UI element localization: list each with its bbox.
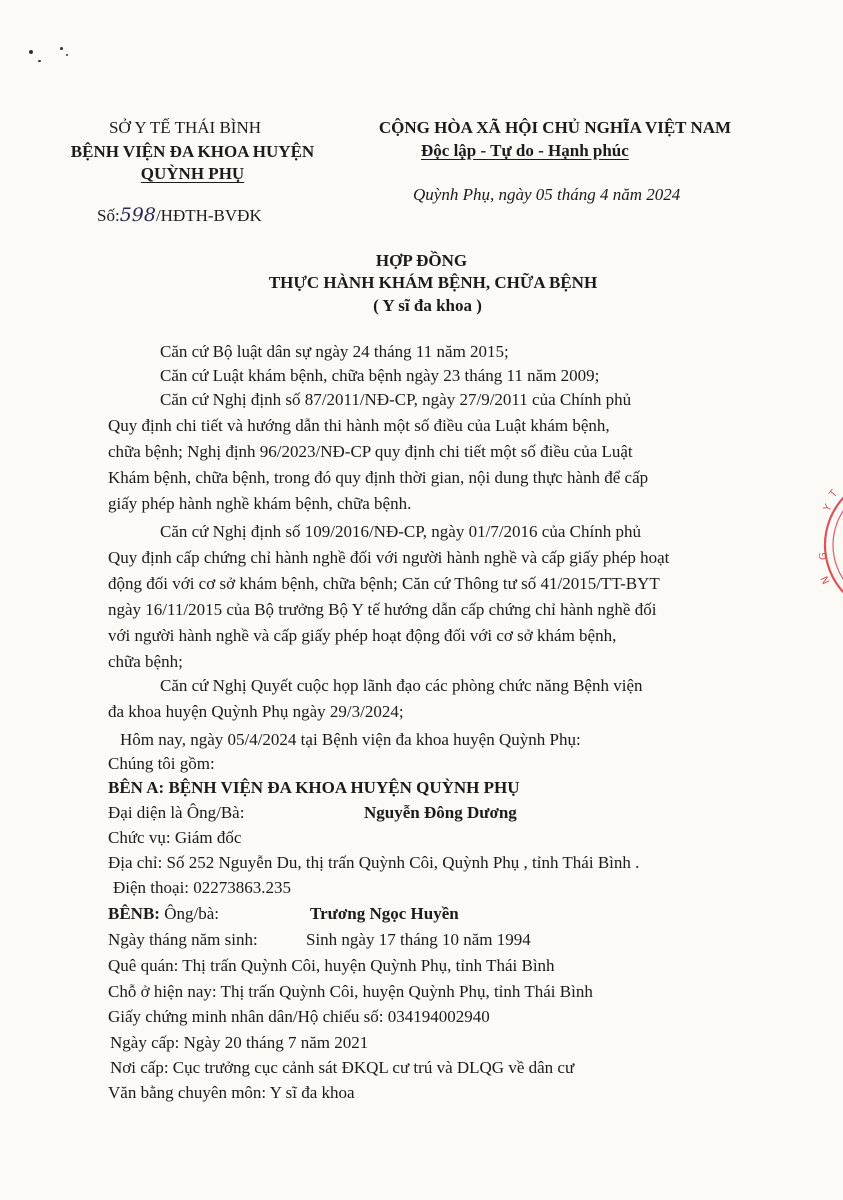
hospital-district: QUỲNH PHỤ	[140, 164, 245, 183]
parties-intro: Chúng tôi gồm:	[108, 754, 215, 773]
basis-4-line: Quy định cấp chứng chỉ hành nghề đối với người hành nghề và cấp giấy phép hoạt	[108, 548, 670, 567]
doc-no-label: Số:	[97, 206, 120, 225]
party-b-degree: Văn bằng chuyên môn: Y sĩ đa khoa	[108, 1083, 355, 1102]
basis-4-line: với người hành nghề và cấp giấy phép hoạt động đối với cơ sở khám bệnh,	[108, 626, 617, 645]
meeting-date: Hôm nay, ngày 05/4/2024 tại Bệnh viện đa khoa huyện Quỳnh Phụ:	[120, 730, 581, 749]
party-b-issue-place: Nơi cấp: Cục trưởng cục cảnh sát ĐKQL cư trú và DLQG về dân cư	[110, 1058, 575, 1077]
doc-subtitle: THỰC HÀNH KHÁM BỆNH, CHỮA BỆNH	[268, 273, 598, 292]
party-b-hometown: Quê quán: Thị trấn Quỳnh Côi, huyện Quỳnh Phụ, tỉnh Thái Bình	[108, 956, 555, 975]
basis-4-line: chữa bệnh;	[108, 652, 183, 671]
basis-1: Căn cứ Bộ luật dân sự ngày 24 tháng 11 năm 2015;	[160, 342, 509, 361]
party-a-position: Chức vụ: Giám đốc	[108, 828, 242, 847]
basis-4	[108, 520, 735, 674]
doc-no-suffix: /HĐTH-BVĐK	[155, 206, 262, 225]
svg-text:T: T	[827, 488, 841, 500]
agency-name: SỞ Y TẾ THÁI BÌNH	[108, 118, 262, 137]
official-stamp-partial	[800, 470, 843, 620]
doc-subtitle-role: ( Y sĩ đa khoa )	[373, 296, 482, 315]
party-a-phone: Điện thoại: 02273863.235	[113, 878, 292, 897]
party-b-dob-label: Ngày tháng năm sinh:	[108, 930, 258, 949]
party-b-label: BÊNB:	[108, 904, 160, 923]
basis-3-line: giấy phép hành nghề khám bệnh, chữa bệnh.	[108, 494, 412, 513]
hospital-name: BỆNH VIỆN ĐA KHOA HUYỆN	[70, 142, 315, 161]
party-a-address: Địa chỉ: Số 252 Nguyễn Du, thị trấn Quỳnh Côi, Quỳnh Phụ , tỉnh Thái Bình .	[108, 853, 640, 872]
basis-3-line: Căn cứ Nghị định số 87/2011/NĐ-CP, ngày 27/9/2011 của Chính phủ	[160, 390, 632, 409]
svg-text:N: N	[819, 573, 833, 586]
document-number	[97, 203, 262, 228]
national-motto	[421, 139, 629, 163]
basis-5-line: đa khoa huyện Quỳnh Phụ ngày 29/3/2024;	[108, 702, 404, 721]
basis-4-line: động đối với cơ sở khám bệnh, chữa bệnh; Căn cứ Thông tư số 41/2015/TT-BYT	[108, 574, 660, 593]
party-b-title: Ông/bà:	[159, 904, 219, 923]
hospital-name-line2	[45, 162, 340, 186]
date-location: Quỳnh Phụ, ngày 05 tháng 4 năm 2024	[413, 185, 681, 204]
basis-3-line: Khám bệnh, chữa bệnh, trong đó quy định thời gian, nội dung thực hành để cấp	[108, 468, 649, 487]
doc-no-handwritten: 598	[119, 204, 156, 226]
party-b-name: Trương Ngọc Huyền	[310, 904, 459, 923]
national-motto-text: Độc lập - Tự do - Hạnh phúc	[421, 141, 629, 160]
scan-speck	[29, 50, 33, 54]
svg-text:G: G	[818, 552, 829, 560]
basis-5-line: Căn cứ Nghị Quyết cuộc họp lãnh đạo các phòng chức năng Bệnh viện	[160, 676, 643, 695]
party-b-heading	[108, 902, 219, 926]
party-b-dob: Sinh ngày 17 tháng 10 năm 1994	[306, 930, 531, 949]
party-b-id-number: Giấy chứng minh nhân dân/Hộ chiếu số: 034194002940	[108, 1007, 490, 1026]
scan-speck	[38, 60, 41, 62]
basis-3	[108, 388, 735, 516]
basis-5	[108, 674, 735, 724]
party-a-rep-label: Đại diện là Ông/Bà:	[108, 803, 245, 822]
basis-2: Căn cứ Luật khám bệnh, chữa bệnh ngày 23 tháng 11 năm 2009;	[160, 366, 600, 385]
basis-3-line: chữa bệnh; Nghị định 96/2023/NĐ-CP quy định chi tiết một số điều của Luật	[108, 442, 633, 461]
national-title: CỘNG HÒA XÃ HỘI CHỦ NGHĨA VIỆT NAM	[378, 118, 732, 137]
scan-speck	[60, 47, 63, 50]
scan-speck	[66, 54, 68, 56]
party-b-issue-date: Ngày cấp: Ngày 20 tháng 7 năm 2021	[110, 1033, 369, 1052]
party-a-rep-name: Nguyễn Đông Dương	[364, 803, 517, 822]
basis-4-line: ngày 16/11/2015 của Bộ trưởng Bộ Y tế hướng dẫn cấp chứng chỉ hành nghề đối	[108, 600, 657, 619]
doc-title: HỢP ĐỒNG	[375, 251, 468, 270]
basis-3-line: Quy định chi tiết và hướng dẫn thi hành một số điều của Luật khám bệnh,	[108, 416, 610, 435]
basis-4-line: Căn cứ Nghị định số 109/2016/NĐ-CP, ngày 01/7/2016 của Chính phủ	[160, 522, 641, 541]
party-a-heading: BÊN A: BỆNH VIỆN ĐA KHOA HUYỆN QUỲNH PHỤ	[108, 778, 520, 797]
svg-text:Y: Y	[821, 502, 835, 514]
party-b-residence: Chỗ ở hiện nay: Thị trấn Quỳnh Côi, huyện Quỳnh Phụ, tỉnh Thái Bình	[108, 982, 593, 1001]
